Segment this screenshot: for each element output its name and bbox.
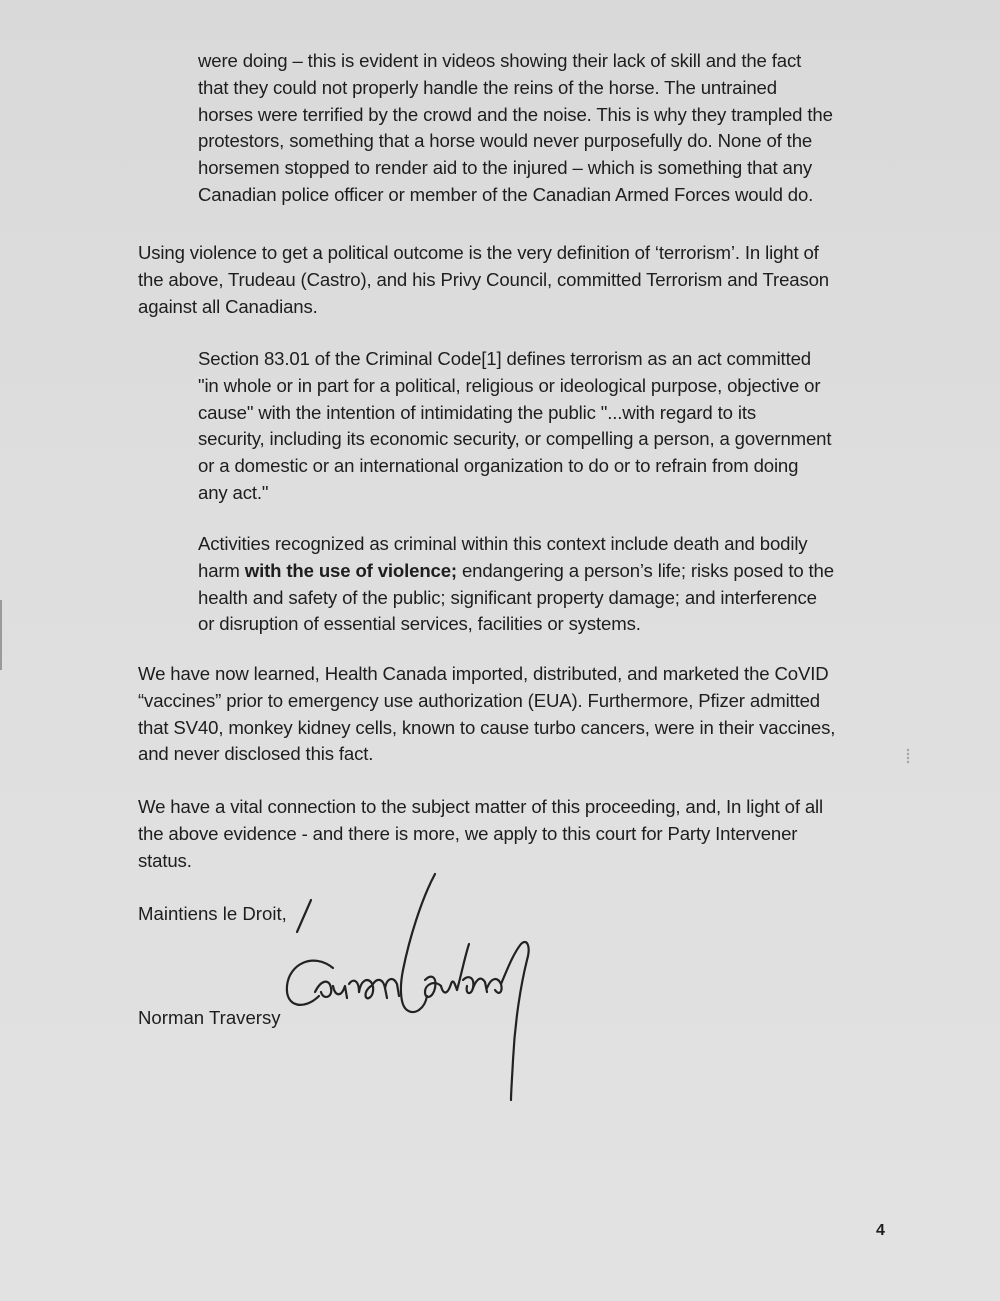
quote-criminal-activities — [198, 531, 898, 638]
text-line: that SV40, monkey kidney cells, known to cause turbo cancers, were in their vaccines, — [138, 716, 836, 738]
text-line: Canadian police officer or member of the Canadian Armed Forces would do. — [198, 183, 814, 205]
text-line: were doing – this is evident in videos showing their lack of skill and the fact — [198, 50, 802, 71]
text-line: security, including its economic security, or compelling a person, a government — [198, 428, 832, 450]
text-line: horses were terrified by the crowd and the noise. This is why they trampled the — [198, 103, 833, 125]
text-line: Section 83.01 of the Criminal Code[1] defines terrorism as an act committed — [198, 348, 811, 369]
text-line: against all Canadians. — [138, 295, 318, 317]
closing-salutation: Maintiens le Droit, — [138, 903, 287, 924]
text-line: that they could not properly handle the reins of the horse. The untrained — [198, 76, 777, 98]
page-number: 4 — [876, 1222, 885, 1239]
bold-emphasis: with the use of violence; — [244, 559, 457, 581]
text-line: health and safety of the public; significant property damage; and interference — [198, 586, 817, 608]
text-line: the above, Trudeau (Castro), and his Privy Council, committed Terrorism and Treason — [138, 268, 829, 290]
text-line: horsemen stopped to render aid to the injured – which is something that any — [198, 157, 813, 179]
text-line: Using violence to get a political outcome is the very definition of ‘terrorism’. In light of — [138, 242, 819, 263]
text-line: and never disclosed this fact. — [138, 743, 374, 765]
text-line: We have a vital connection to the subject matter of this proceeding, and, In light of all — [138, 796, 824, 817]
paragraph-horsemen — [198, 48, 898, 209]
text-line: protestors, something that a horse would never purposefully do. None of the — [198, 130, 813, 152]
scan-speck — [906, 748, 910, 764]
text-line: “vaccines” prior to emergency use authorization (EUA). Furthermore, Pfizer admitted — [138, 689, 820, 711]
text-line — [198, 558, 898, 585]
text-line: any act." — [198, 481, 269, 503]
signatory-name: Norman Traversy — [138, 1007, 281, 1028]
scan-edge-mark — [0, 600, 2, 670]
paragraph-health-canada — [138, 661, 898, 768]
text-segment: endangering a person’s life; risks posed to the — [456, 559, 834, 581]
handwritten-signature — [275, 860, 555, 1110]
quote-criminal-code — [198, 346, 898, 507]
text-line: or disruption of essential services, facilities or systems. — [198, 613, 641, 635]
text-segment: harm — [198, 559, 245, 581]
paragraph-terrorism-definition — [138, 240, 898, 320]
text-line: cause" with the intention of intimidating the public "...with regard to its — [198, 401, 757, 423]
text-line: status. — [138, 849, 192, 871]
text-line: "in whole or in part for a political, religious or ideological purpose, objective or — [198, 374, 821, 396]
text-line: We have now learned, Health Canada imported, distributed, and marketed the CoVID — [138, 663, 829, 684]
text-line: the above evidence - and there is more, we apply to this court for Party Intervener — [138, 822, 798, 844]
text-line: or a domestic or an international organization to do or to refrain from doing — [198, 455, 799, 477]
text-line: Activities recognized as criminal within this context include death and bodily — [198, 533, 808, 554]
